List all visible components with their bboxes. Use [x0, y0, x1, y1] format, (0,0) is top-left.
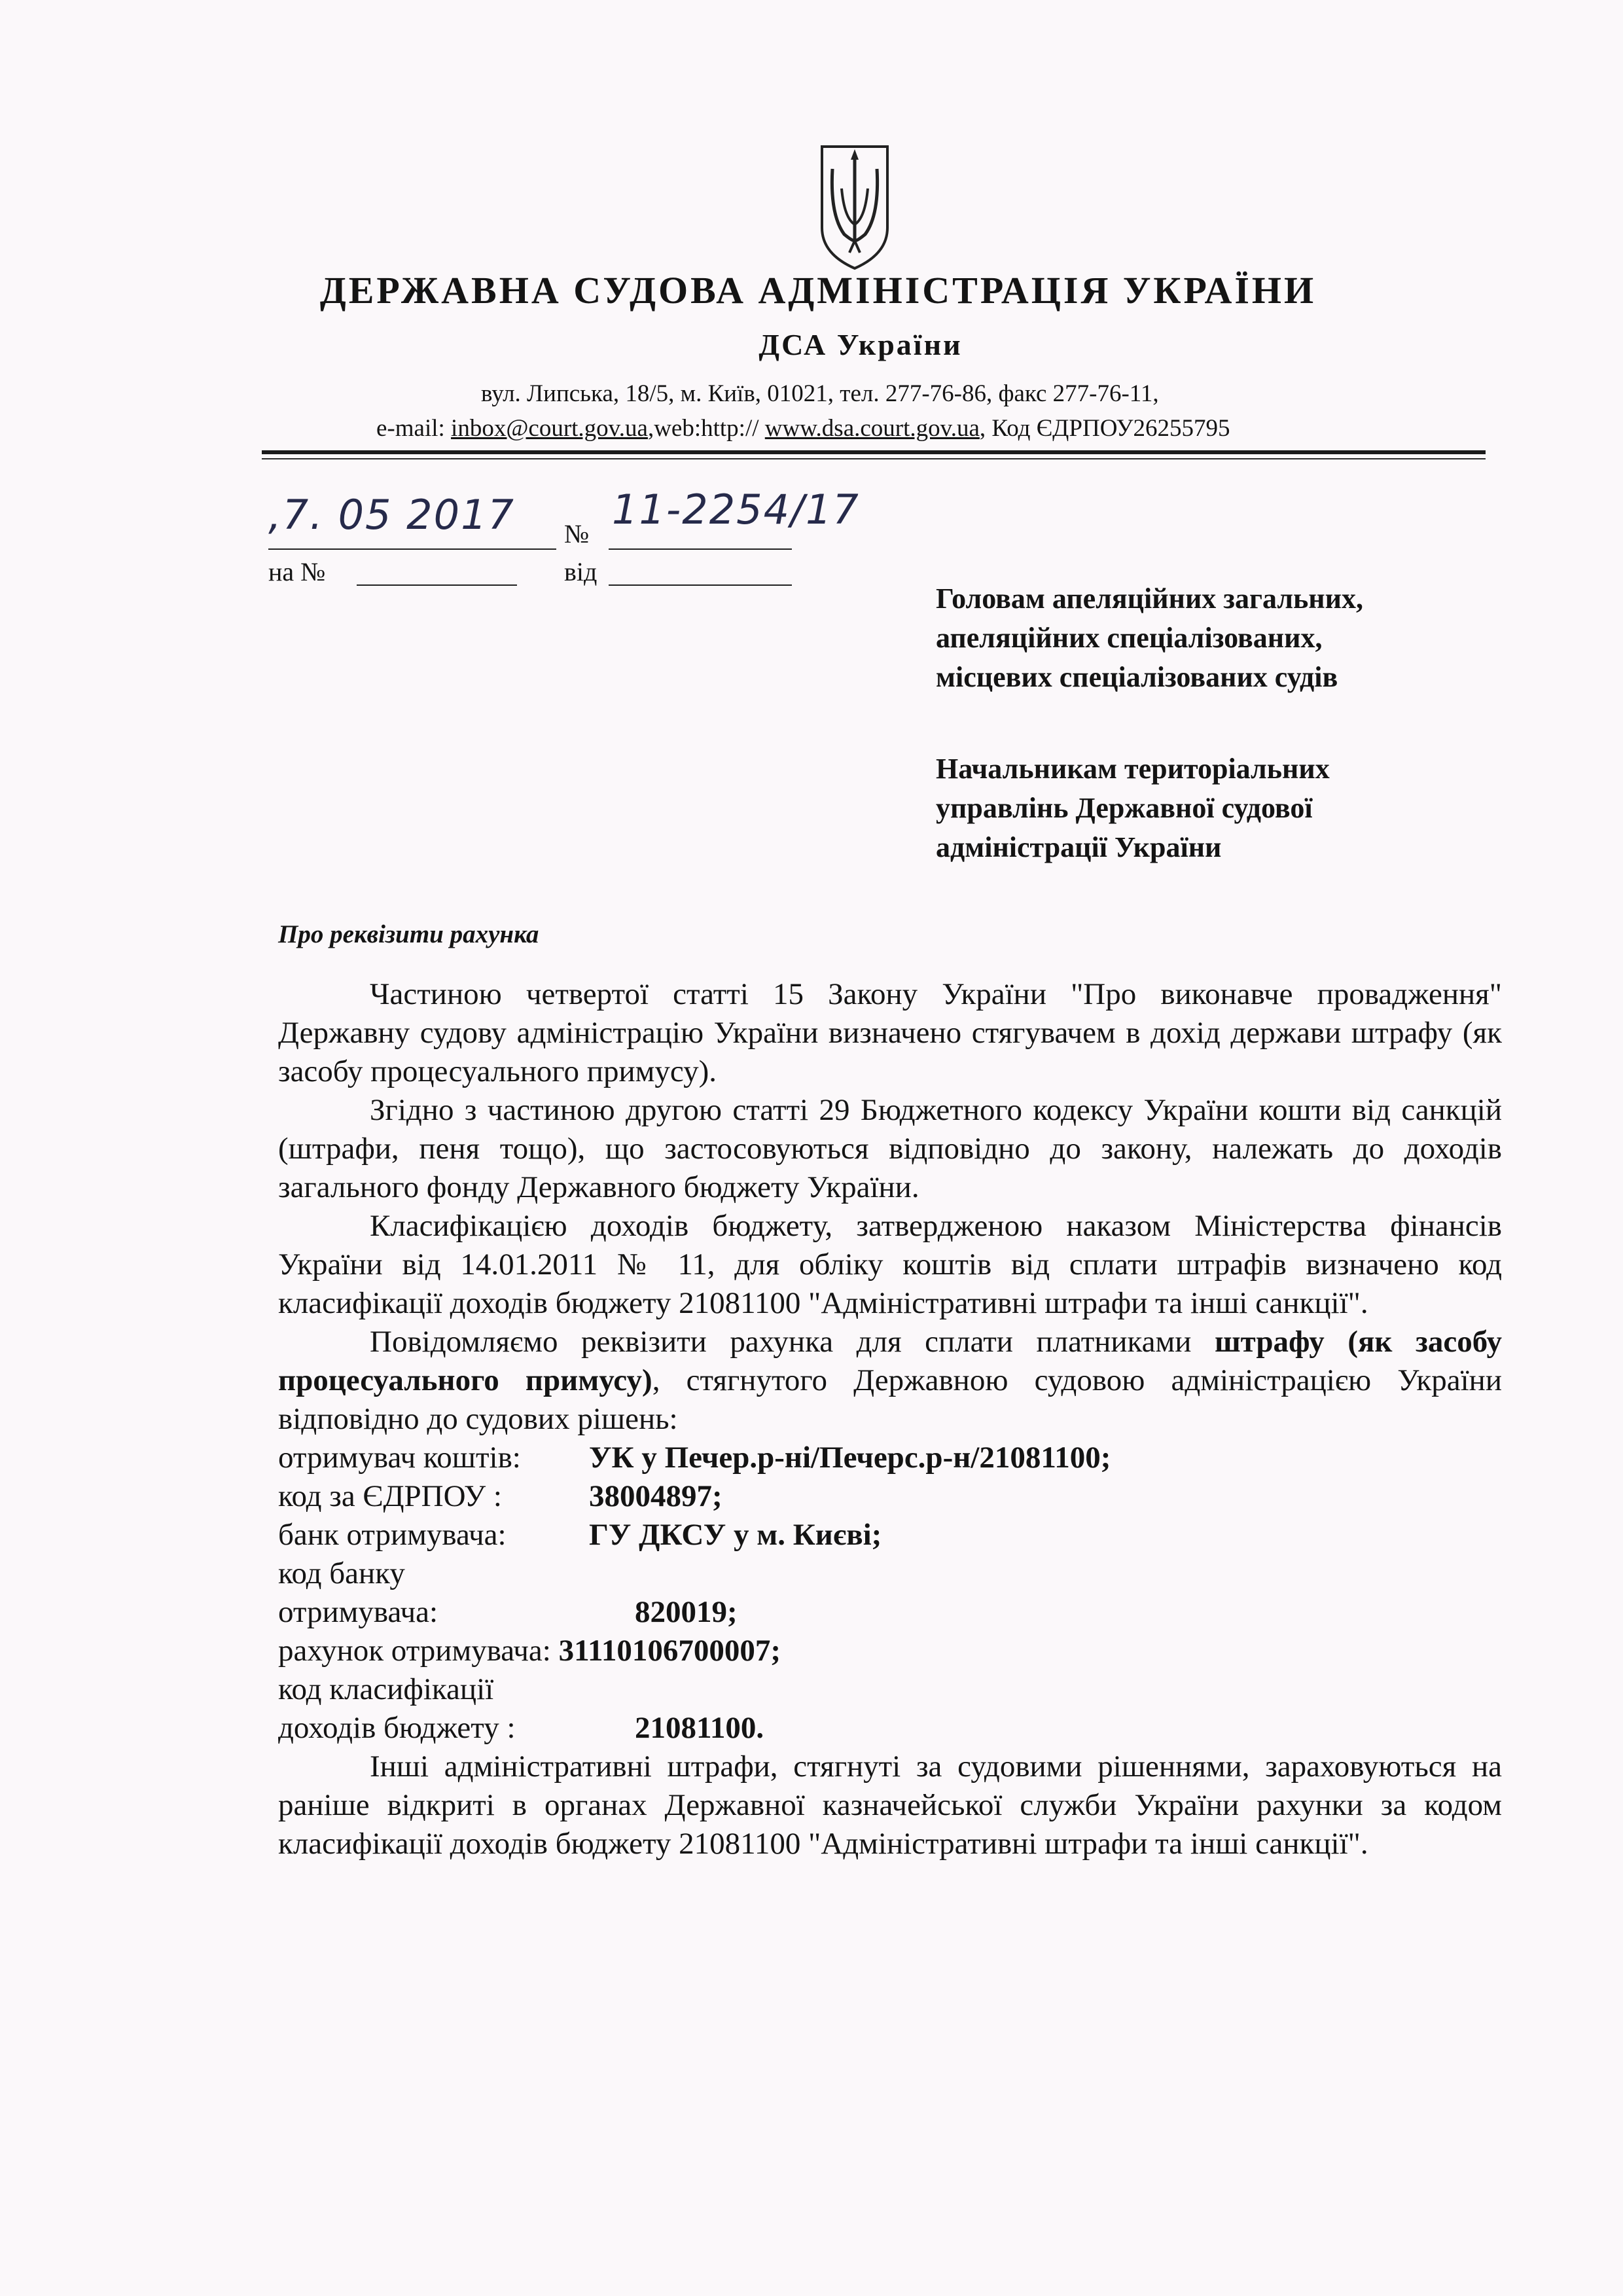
addressee-line: адміністрації України [936, 831, 1222, 863]
organization-name: ДЕРЖАВНА СУДОВА АДМІНІСТРАЦІЯ УКРАЇНИ [319, 269, 1317, 312]
letter-subject: Про реквізити рахунка [278, 920, 539, 948]
body-paragraph: Повідомляємо реквізити рахунка для сплати платниками штрафу (як засобу процесуального примусу), стягнутого Державною судовою адміністрацією України відповідно до судових рішень: [278, 1325, 1502, 1436]
email-prefix: e-mail: [376, 415, 452, 442]
outgoing-number-handwritten: 11-2254/17 [612, 486, 860, 533]
edrpou-code: , Код ЄДРПОУ26255795 [979, 415, 1230, 442]
header-divider-thick [262, 450, 1486, 454]
requisite-bank: банк отримувача: ГУ ДКСУ у м. Києві; [278, 1518, 882, 1552]
requisite-class-code-label: код класифікації [278, 1672, 494, 1706]
requisite-bank-code: отримувача: 820019; [278, 1595, 738, 1629]
addressee-line: Головам апеляційних загальних, [936, 583, 1363, 615]
addressee-line: апеляційних спеціалізованих, [936, 622, 1323, 654]
reference-date-label: від [564, 557, 597, 586]
body-paragraph: Інші адміністративні штрафи, стягнуті за судовими рішеннями, зараховуються на раніше відкриті в органах Державної казначейської служби України рахунки за кодом класифікації доходів бюджету 21081100 "Адміністративні штрафи та інші санкції". [278, 1749, 1502, 1861]
number-underline [609, 548, 792, 550]
addressee-line: Начальникам територіальних [936, 753, 1330, 785]
requisite-class-code: доходів бюджету : 21081100. [278, 1711, 764, 1745]
reference-date-blank [609, 584, 792, 586]
email-link[interactable]: inbox@court.gov.ua [451, 415, 648, 442]
requisite-account: рахунок отримувача: 31110106700007; [278, 1634, 781, 1668]
body-paragraph: Класифікацією доходів бюджету, затвердженою наказом Міністерства фінансів України від 14.01.2011 № 11, для обліку коштів від сплати штрафів визначено код класифікації доходів бюджету 21081100 "Адміністративні штрафи та інші санкції". [278, 1209, 1502, 1320]
date-underline [268, 548, 556, 550]
number-label: № [564, 519, 590, 548]
outgoing-date-handwritten: ,7. 05 2017 [268, 491, 515, 539]
body-paragraph: Згідно з частиною другою статті 29 Бюджетного кодексу України кошти від санкцій (штрафи, пеня тощо), що застосовуються відповідно до закону, належать до доходів загального фонду Державного бюджету України. [278, 1093, 1502, 1204]
trident-emblem-icon [818, 143, 891, 272]
website-link[interactable]: www.dsa.court.gov.ua [764, 415, 980, 442]
body-paragraph: Частиною четвертої статті 15 Закону України "Про виконавче провадження" Державну судову адміністрацію України визначено стягувачем в дохід держави штрафу (як засобу процесуального примусу). [278, 977, 1502, 1088]
reference-number-blank [357, 584, 517, 586]
requisite-bank-code-label: код банку [278, 1556, 405, 1590]
reference-number-label: на № [268, 557, 326, 586]
addressee-line: управлінь Державної судової [936, 792, 1313, 824]
letter-body [278, 975, 1502, 1863]
contact-line [376, 414, 1230, 442]
header-divider-thin [262, 458, 1486, 459]
organization-short-name: ДСА України [758, 328, 963, 361]
web-prefix: ,web:http:// [647, 415, 765, 442]
postal-address: вул. Липська, 18/5, м. Київ, 01021, тел. 277-76-86, факс 277-76-11, [481, 380, 1159, 407]
requisite-edrpou: код за ЄДРПОУ : 38004897; [278, 1479, 722, 1513]
addressee-line: місцевих спеціалізованих судів [936, 661, 1338, 693]
requisite-recipient: отримувач коштів: УК у Печер.р-ні/Печерс.р-н/21081100; [278, 1441, 1111, 1475]
addressee-block [936, 579, 1363, 867]
